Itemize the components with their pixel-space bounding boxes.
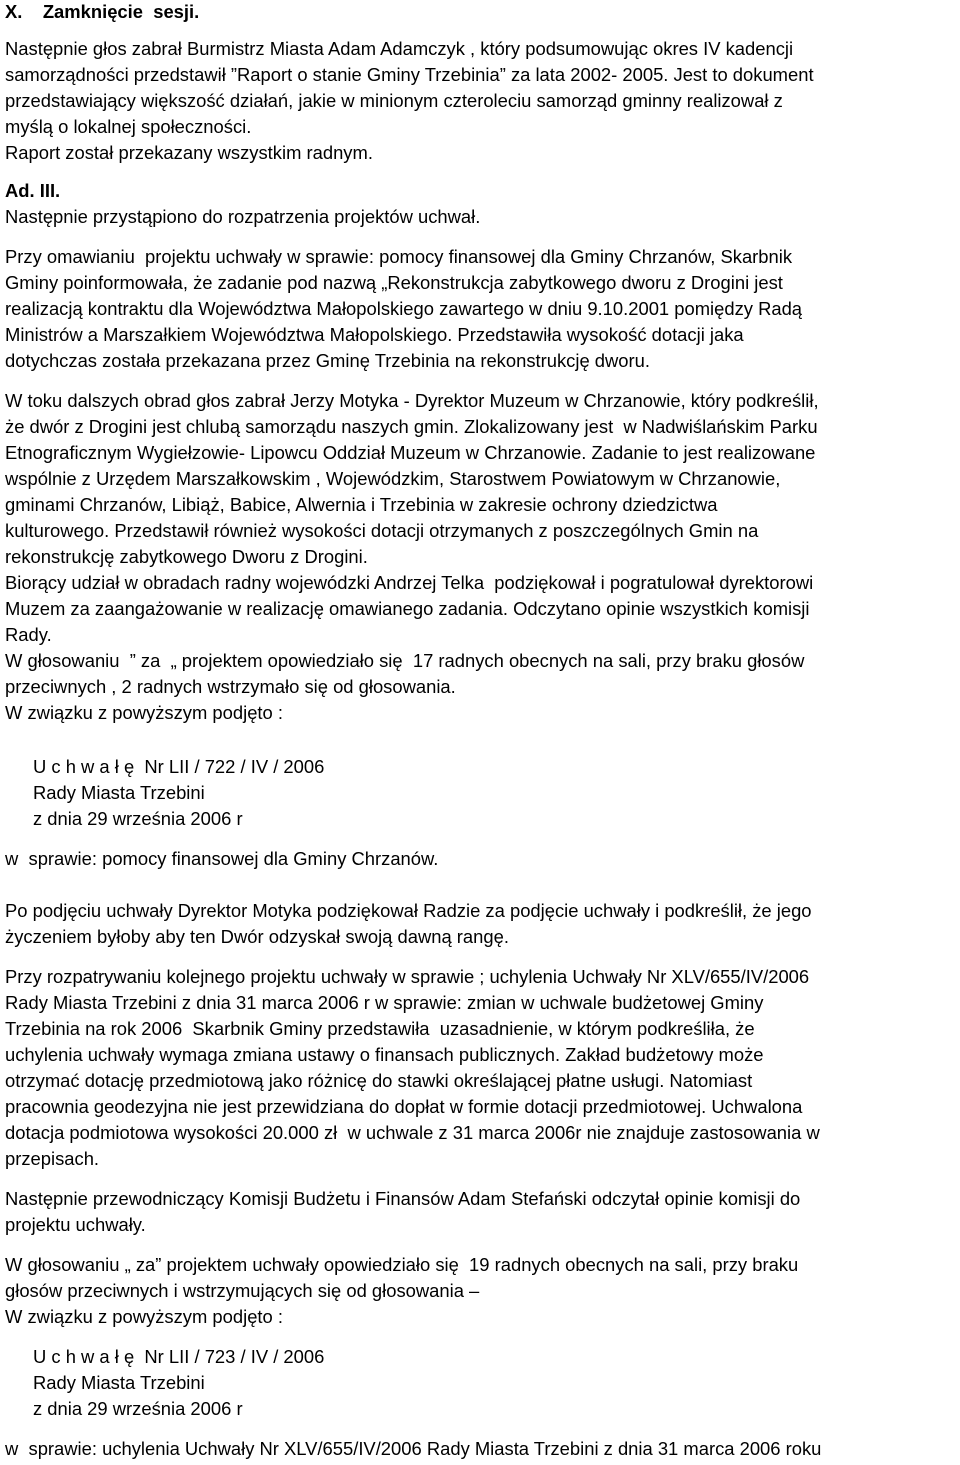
text-line: W głosowaniu „ za” projektem uchwały opowiedziało się 19 radnych obecnych na sali, przy braku (5, 1254, 799, 1275)
text-line: samorządności przedstawił ”Raport o stanie Gminy Trzebinia” za lata 2002- 2005. Jest to dokument (5, 64, 814, 85)
text-line: że dwór z Drogini jest chlubą samorządu naszych gmin. Zlokalizowany jest w Nadwiślańskim Parku (5, 416, 818, 437)
text-line: myślą o lokalnej społeczności. (5, 116, 252, 137)
text-line: otrzymać dotację przedmiotową jako różnicę do stawki określającej płatne usługi. Natomiast (5, 1070, 753, 1091)
text-line: przeciwnych , 2 radnych wstrzymało się od głosowania. (5, 676, 456, 697)
section-heading: X. Zamknięcie sesji. (5, 1, 200, 22)
text-line: w sprawie: pomocy finansowej dla Gminy Chrzanów. (5, 848, 439, 869)
section-heading: Ad. III. (5, 180, 61, 201)
text-line: Raport został przekazany wszystkim radnym. (5, 142, 373, 163)
text-line: Przy rozpatrywaniu kolejnego projektu uchwały w sprawie ; uchylenia Uchwały Nr XLV/655/IV/2006 (5, 966, 810, 987)
text-line: dotacja podmiotowa wysokości 20.000 zł w uchwale z 31 marca 2006r nie znajduje zastosowania w (5, 1122, 820, 1143)
text-line: Biorący udział w obradach radny wojewódzki Andrzej Telka podziękował i pogratulował dyrektorowi (5, 572, 814, 593)
text-line: Gminy poinformowała, że zadanie pod nazwą „Rekonstrukcja zabytkowego dworu z Drogini jest (5, 272, 783, 293)
text-line: W toku dalszych obrad głos zabrał Jerzy Motyka - Dyrektor Muzeum w Chrzanowie, który podkreślił, (5, 390, 819, 411)
text-line: wspólnie z Urzędem Marszałkowskim , Wojewódzkim, Starostwem Powiatowym w Chrzanowie, (5, 468, 781, 489)
text-line: Trzebinia na rok 2006 Skarbnik Gminy przedstawiła uzasadnienie, w którym podkreśliła, że (5, 1018, 755, 1039)
text-line: U c h w a ł ę Nr LII / 722 / IV / 2006 (33, 756, 325, 777)
text-line: W głosowaniu ” za „ projektem opowiedziało się 17 radnych obecnych na sali, przy braku głosów (5, 650, 805, 671)
text-line: Ministrów a Marszałkiem Województwa Małopolskiego. Przedstawiła wysokość dotacji jaka (5, 324, 744, 345)
text-line: U c h w a ł ę Nr LII / 723 / IV / 2006 (33, 1346, 325, 1367)
text-line: gminami Chrzanów, Libiąż, Babice, Alwernia i Trzebinia w zakresie ochrony dziedzictwa (5, 494, 718, 515)
text-line: dotychczas została przekazana przez Gminę Trzebinia na rekonstrukcję dworu. (5, 350, 651, 371)
text-line: przepisach. (5, 1148, 100, 1169)
text-line: W związku z powyższym podjęto : (5, 702, 283, 723)
text-line: Po podjęciu uchwały Dyrektor Motyka podziękował Radzie za podjęcie uchwały i podkreślił, że jego (5, 900, 812, 921)
text-line: Rady. (5, 624, 52, 645)
text-line: projektu uchwały. (5, 1214, 146, 1235)
text-line: W związku z powyższym podjęto : (5, 1306, 283, 1327)
text-line: w sprawie: uchylenia Uchwały Nr XLV/655/IV/2006 Rady Miasta Trzebini z dnia 31 marca 2006 roku (5, 1438, 822, 1459)
text-line: z dnia 29 września 2006 r (33, 808, 243, 829)
text-line: Etnograficznym Wygiełzowie- Lipowcu Oddział Muzeum w Chrzanowie. Zadanie to jest realizowane (5, 442, 816, 463)
text-line: Następnie przewodniczący Komisji Budżetu i Finansów Adam Stefański odczytał opinie komisji do (5, 1188, 801, 1209)
text-line: przedstawiający większość działań, jakie w minionym czteroleciu samorząd gminny realizował z (5, 90, 783, 111)
text-line: życzeniem byłoby aby ten Dwór odzyskał swoją dawną rangę. (5, 926, 509, 947)
text-line: realizacją kontraktu dla Województwa Małopolskiego zawartego w dniu 9.10.2001 pomiędzy Radą (5, 298, 803, 319)
text-line: Rady Miasta Trzebini (33, 782, 205, 803)
text-line: Przy omawianiu projektu uchwały w sprawie: pomocy finansowej dla Gminy Chrzanów, Skarbnik (5, 246, 793, 267)
text-line: głosów przeciwnych i wstrzymujących się od głosowania – (5, 1280, 480, 1301)
text-line: kulturowego. Przedstawił również wysokości dotacji otrzymanych z poszczególnych Gmin na (5, 520, 759, 541)
text-line: pracownia geodezyjna nie jest przewidziana do dopłat w formie dotacji przedmiotowej. Uchwalona (5, 1096, 803, 1117)
text-line: Następnie przystąpiono do rozpatrzenia projektów uchwał. (5, 206, 481, 227)
text-line: Muzem za zaangażowanie w realizację omawianego zadania. Odczytano opinie wszystkich komisji (5, 598, 810, 619)
text-line: Rady Miasta Trzebini z dnia 31 marca 2006 r w sprawie: zmian w uchwale budżetowej Gminy (5, 992, 764, 1013)
text-line: uchylenia uchwały wymaga zmiana ustawy o finansach publicznych. Zakład budżetowy może (5, 1044, 764, 1065)
text-line: Rady Miasta Trzebini (33, 1372, 205, 1393)
text-line: z dnia 29 września 2006 r (33, 1398, 243, 1419)
text-line: rekonstrukcję zabytkowego Dworu z Drogini. (5, 546, 368, 567)
text-line: Następnie głos zabrał Burmistrz Miasta Adam Adamczyk , który podsumowując okres IV kadencji (5, 38, 794, 59)
